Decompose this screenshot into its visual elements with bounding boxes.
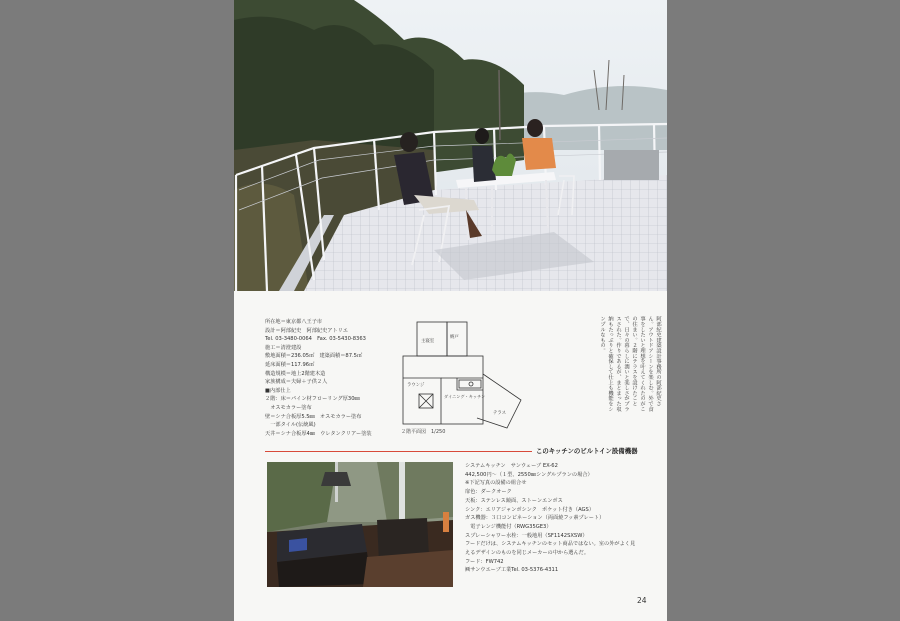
equipment-line: フードだけは、システムキッチンのセット商品ではない。室の外がよく見 xyxy=(465,541,636,548)
equipment-line: ガス機器：３口コンビネーション（両面焼フッ素プレート） xyxy=(465,515,605,522)
spec-line: ■内部仕上 xyxy=(265,387,291,394)
spec-line: 設計＝阿部紀史 阿部紀史アトリエ xyxy=(265,327,348,334)
floor-plan xyxy=(397,318,525,440)
plan-room-dining-kitchen: ダイニング・キッチン xyxy=(444,394,486,399)
spec-line: オスモカラー塗布 xyxy=(265,404,312,411)
plan-room-bedroom: 主寝室 xyxy=(421,339,435,344)
magazine-page xyxy=(234,0,667,621)
plan-room-lounge: ラウンジ xyxy=(407,383,425,388)
page-number: 24 xyxy=(637,596,647,605)
plan-room-storage: 納戸 xyxy=(450,335,459,340)
house-specifications xyxy=(265,318,405,438)
plan-room-terrace: テラス xyxy=(493,411,507,416)
spec-line: 延床面積＝117.96㎡ xyxy=(265,361,315,368)
equipment-line: 扉色：ダークオーク xyxy=(465,489,512,496)
spec-line: 家族構成＝夫婦＋子供２人 xyxy=(265,379,328,386)
equipment-line: フード：FW742 xyxy=(465,558,504,565)
kitchen-photo-illustration xyxy=(267,462,453,587)
equipment-line: ※下記写真の設備の組合せ xyxy=(465,480,527,487)
equipment-line: システムキッチン サンウェーブ EX-62 xyxy=(465,463,558,469)
equipment-line: 電子レンジ機能付（RWG35GE3） xyxy=(465,523,552,530)
spec-line: 天井＝シナ合板厚4㎜ ウレタンクリアー塗装 xyxy=(265,430,372,437)
spec-line: 所在地＝東京都八王子市 xyxy=(265,319,323,325)
spec-line: Tel. 03-3480-0064 Fax. 03-5430-8363 xyxy=(265,336,366,343)
spec-line: 壁＝シナ合板厚5.5㎜ オスモカラー塗布 xyxy=(265,413,362,420)
article-body-text: 阿部紀史建築設計事務所の阿部紀史さん。アウトドアシーンを楽しむ。外で食事をしたいと理想を叶えてくれたのがこの住まい。２階にテラスを設けたことで、日々の暮らしに潤いと楽しさがプラスされた。作りであるが、まとまった収納もたっぷりと確保して仕上も機能をシンプルなもの。 xyxy=(599,316,661,412)
spec-line: 敷地面積＝236.05㎡ 建築面積＝87.5㎡ xyxy=(265,353,363,360)
terrace-photo xyxy=(234,0,667,291)
terrace-photo-illustration xyxy=(234,0,667,291)
floor-plan-drawing xyxy=(397,318,525,440)
equipment-line: スプレーシャワー水栓：一般地用（SF1142SXSW） xyxy=(465,532,588,539)
equipment-line: 442,500円～（１型、2550㎜シングルプランの場合） xyxy=(465,471,593,478)
spec-line: 施工＝清澄建設 xyxy=(265,344,302,351)
spec-line: 構造規模＝地上2階建木造 xyxy=(265,370,326,377)
section-heading: このキッチンのビルトイン設備機器 xyxy=(532,446,637,455)
spec-line: 一部タイル(伝統風) xyxy=(265,422,316,429)
equipment-line: ㈱サンウエーブ工業Tel. 03-5376-4311 xyxy=(465,567,559,574)
equipment-line: 天板：ステンレス鏡面、ストーンエンボス xyxy=(465,497,563,504)
equipment-list xyxy=(465,462,655,575)
equipment-line: えるデザインのものを同じメーカーの中から選んだ。 xyxy=(465,550,590,557)
spec-line: ２階：床＝パイン材フローリング厚30㎜ xyxy=(265,396,360,403)
equipment-line: シンク：エリアジャンボシンク ポケット付き（AGS） xyxy=(465,506,595,513)
floor-plan-caption: ２階平面図 1/250 xyxy=(401,429,446,435)
kitchen-photo xyxy=(267,462,453,587)
